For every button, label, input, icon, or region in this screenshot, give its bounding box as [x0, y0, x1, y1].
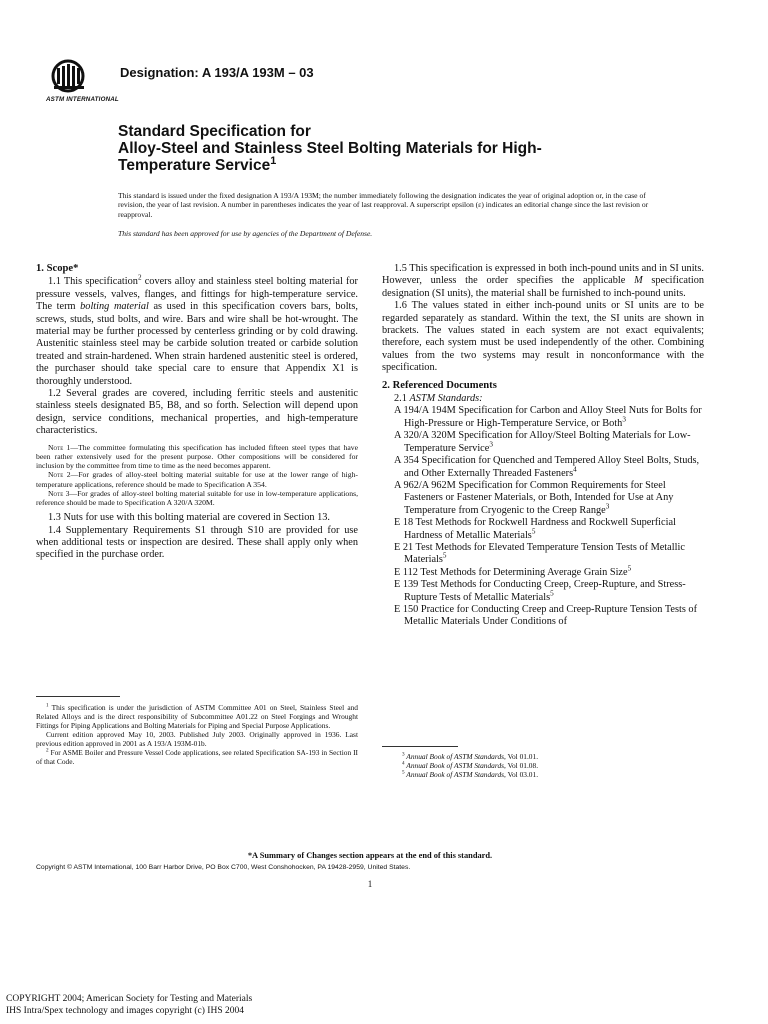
watermark-copyright	[6, 994, 252, 1017]
watermark-line-1: COPYRIGHT 2004; American Society for Testing and Materials	[6, 994, 253, 1004]
footnotes-right	[392, 752, 704, 779]
footnote-1: $^1$ This specification is under the jurisdiction of ASTM Committee A01 on Steel, Stainless Steel and Related Alloys and is the direct responsibility of Subcommittee A01.22 on Steel Forgings and Wrought Fittings for Piping Applications and Bolting Materials for Piping and Special Purpose Applications.	[36, 702, 358, 730]
footnote-4: $^4$ Annual Book of ASTM Standards, Vol 01.08.	[402, 760, 539, 770]
paragraph-1-1: 1.1 This specification$^2$ covers alloy and stainless steel bolting material for pressure vessels, valves, flanges, and fittings for high-temperature service. The term bolting material as used in this specification covers bars, bolts, screws, studs, stud bolts, and wire. Bars and wire shall be hot-wrought. The material may be further processed by centerless grinding or by cold drawing. Austenitic stainless steel may be carbide solution treated or carbide solution treated and strain-hardened. When strain hardened austenitic steel is ordered, the purchaser should take special care to ensure that Appendix X1 is thoroughly understood.	[36, 273, 358, 387]
note-1: Note 1—The committee formulating this specification has included fifteen steel types that have been rather extensively used for the present purpose. Other compositions will be considered for inclusion by the committee from time to time as the need becomes apparent.	[36, 442, 358, 471]
astm-standards-subheading: 2.1 ASTM Standards:	[394, 393, 483, 405]
footnotes-left	[36, 703, 358, 766]
title-line-1: Standard Specification for	[118, 123, 311, 140]
ref-item: E 21 Test Methods for Elevated Temperature Tension Tests of Metallic Materials$^5$	[394, 541, 685, 566]
summary-of-changes-note: *A Summary of Changes section appears at the end of this standard.	[247, 851, 493, 860]
paragraph-1-6: 1.6 The values stated in either inch-pound units or SI units are to be regarded separately as standard. Within the text, the SI units are shown in brackets. The values stated in each system are not exact equivalents; therefore, each system must be used independently of the other. Combining values from the two systems may result in nonconformance with the specification.	[382, 300, 704, 374]
ref-item: E 150 Practice for Conducting Creep and Creep-Rupture Tension Tests of Metallic Materials Under Conditions of	[394, 603, 698, 628]
ref-item: E 139 Test Methods for Conducting Creep, Creep-Rupture, and Stress-Rupture Tests of Metallic Materials$^5$	[394, 579, 686, 603]
ref-item: A 962/A 962M Specification for Common Requirements for Steel Fasteners or Fastener Materials, or Both, Intended for Use at Any Temperature from Cryogenic to the Creep Range$^3$	[394, 479, 674, 516]
issuance-statement: This standard is issued under the fixed designation A 193/A 193M; the number immediately following the designation indicates the year of original adoption or, in the case of revision, the year of last revision. A number in parentheses indicates the year of last reapproval. A superscript epsilon (ε) indicates an editorial change since the last revision or reapproval.	[118, 191, 649, 219]
designation: Designation: A 193/A 193M – 03	[120, 65, 314, 80]
logo-wordmark: ASTM INTERNATIONAL	[46, 96, 119, 103]
footnote-rule-left	[36, 696, 120, 697]
watermark-line-2: IHS Intra/Spex technology and images copyright (c) IHS 2004	[6, 1005, 244, 1016]
dod-approval: This standard has been approved for use by agencies of the Department of Defense.	[118, 229, 373, 238]
page-number: 1	[367, 879, 373, 889]
title-line-2: Alloy-Steel and Stainless Steel Bolting Materials for High-	[118, 140, 542, 157]
paragraph-1-5: 1.5 This specification is expressed in both inch-pound units and in SI units. However, unless the order specifies the applicable M specification designation (SI units), the material shall be furnished to inch-pound units.	[382, 263, 704, 299]
document-title	[118, 123, 678, 174]
ref-item: E 112 Test Methods for Determining Average Grain Size$^5$	[394, 564, 632, 578]
section-heading-referenced-documents: 2. Referenced Documents	[382, 379, 497, 391]
copyright-line: Copyright © ASTM International, 100 Barr Harbor Drive, PO Box C700, West Conshohocken, PA 19428-2959, United States.	[36, 864, 411, 871]
left-column	[36, 263, 358, 562]
astm-logo	[46, 58, 119, 106]
ref-item: A 354 Specification for Quenched and Tempered Alloy Steel Bolts, Studs, and Other Externally Threaded Fasteners$^4$	[394, 455, 700, 479]
note-3: Note 3—For grades of alloy-steel bolting material suitable for use in low-temperature applications, reference should be made to Specification A 320/A 320M.	[36, 488, 358, 507]
footnote-2: $^2$ For ASME Boiler and Pressure Vessel Code applications, see related Specification SA-193 in Section II of that Code.	[36, 747, 358, 766]
paragraph-1-3: 1.3 Nuts for use with this bolting material are covered in Section 13.	[48, 512, 330, 524]
ref-item: E 18 Test Methods for Rockwell Hardness and Rockwell Superficial Hardness of Metallic Materials$^5$	[394, 517, 676, 541]
title-line-3: Temperature Service$^1$	[118, 154, 277, 174]
footnote-1-edition: Current edition approved May 10, 2003. Published July 2003. Originally approved in 1936. Last previous edition approved in 2001 as A 193/A 193M-01b.	[36, 730, 358, 748]
paragraph-1-2: 1.2 Several grades are covered, including ferritic steels and austenitic stainless steels designated B5, B8, and so forth. Selection will depend upon design, service conditions, mechanical properties, and high-temperature characteristics.	[36, 388, 358, 437]
ref-item: A 320/A 320M Specification for Alloy/Steel Bolting Materials for Low-Temperature Service$^3$	[394, 430, 691, 454]
footnote-3: $^3$ Annual Book of ASTM Standards, Vol 01.01.	[402, 751, 539, 761]
footnote-rule-right	[382, 746, 458, 747]
ref-item: A 194/A 194M Specification for Carbon and Alloy Steel Nuts for Bolts for High-Pressure or High-Temperature Service, or Both$^3$	[394, 405, 702, 429]
section-heading-scope: 1. Scope*	[36, 263, 79, 274]
paragraph-1-4: 1.4 Supplementary Requirements S1 through S10 are provided for use when additional tests or inspection are desired. These shall apply only when specified in the purchase order.	[36, 524, 358, 561]
footnote-5: $^5$ Annual Book of ASTM Standards, Vol 03.01.	[402, 769, 539, 779]
note-2: Note 2—For grades of alloy-steel bolting material suitable for use at the lower range of high-temperature applications, reference should be made to Specification A 354.	[36, 470, 358, 489]
right-column	[382, 263, 704, 629]
